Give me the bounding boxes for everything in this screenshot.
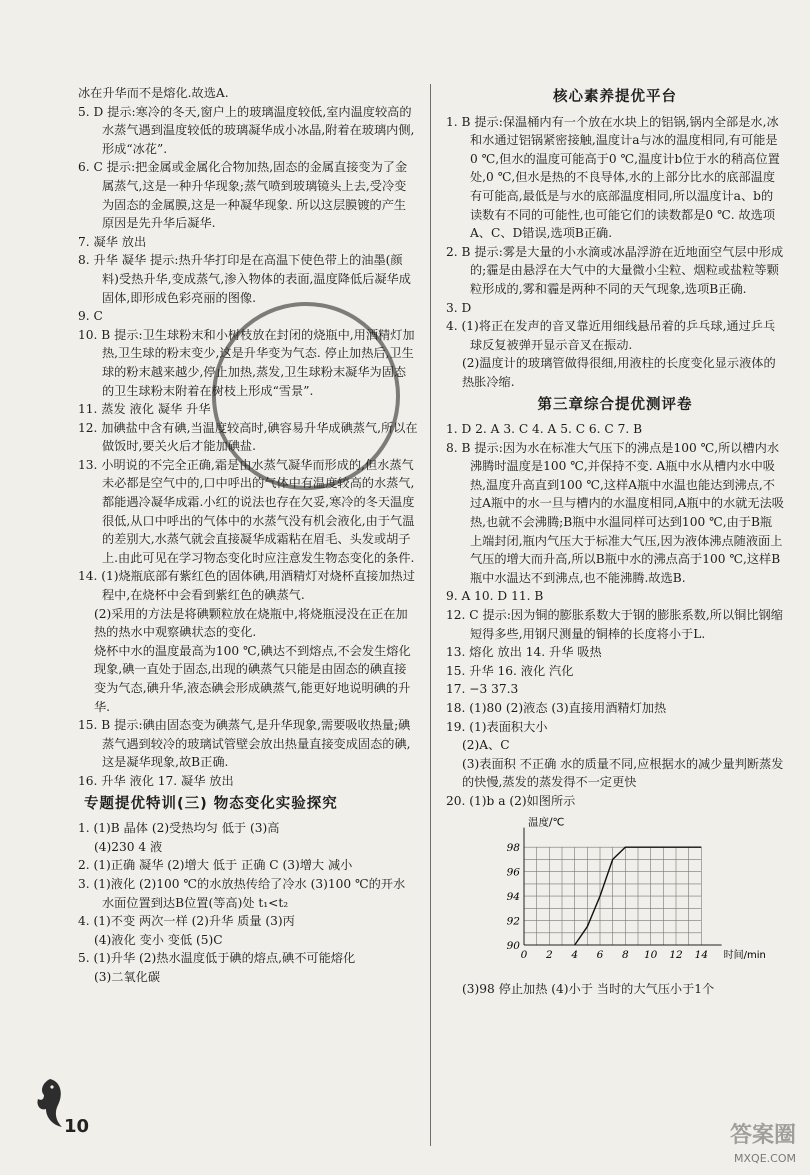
y-tick-label: 92 xyxy=(506,915,520,928)
x-axis-label: 时间/min xyxy=(723,949,766,961)
x-tick-label: 14 xyxy=(694,948,709,961)
answer-line: 3. D xyxy=(446,300,472,315)
answer-line: 2. (1)正确 凝华 (2)增大 低于 正确 C (3)增大 减小 xyxy=(78,858,353,873)
answer-line: 13. 熔化 放出 14. 升华 吸热 xyxy=(446,645,602,660)
answer-line: 烧杯中水的温度最高为100 ℃,碘达不到熔点,不会发生熔化现象,碘一直处于固态,出现的碘蒸气只能是由固态的碘直接变为气态,碘升华,液态碘会形成碘蒸气,能更好地说明碘的升华. xyxy=(94,643,411,714)
chart-svg xyxy=(486,815,766,975)
answer-line: 4. (1)不变 两次一样 (2)升华 质量 (3)丙 xyxy=(78,914,295,929)
y-tick-label: 98 xyxy=(506,841,520,854)
answer-line: (3)98 停止加热 (4)小于 当时的大气压小于1个 xyxy=(462,982,715,997)
x-tick-label: 12 xyxy=(669,948,683,961)
answer-line: 13. 小明说的不完全正确,霜是由水蒸气凝华而形成的,但水蒸气未必都是空气中的,口中呼出的气体中有温度较高的水蒸气,都能遇冷凝华成霜.小红的说法也存在欠妥,寒冷的冬天温度很低,从口中呼出的气体中的水蒸气没有机会液化,由于气温的差别大,水蒸气就会直接凝华成霜粘在眉毛、头发或胡子上.由此可见在学习物态变化时应注意发生物态变化的条件. xyxy=(78,457,415,565)
answer-line: (2)采用的方法是将碘颗粒放在烧瓶中,将烧瓶浸没在正在加热的热水中观察碘状态的变化. xyxy=(94,606,408,640)
y-tick-label: 94 xyxy=(506,890,520,903)
chapter-test-answers-continued xyxy=(446,980,784,999)
watermark-site: MXQE.COM xyxy=(734,1152,796,1165)
left-column xyxy=(78,84,418,987)
answer-line: 冰在升华而不是熔化.故选A. xyxy=(78,86,229,100)
y-tick-label: 96 xyxy=(506,866,520,879)
answer-line: (2)温度计的玻璃管做得很细,用液柱的长度变化显示液体的热胀冷缩. xyxy=(462,356,776,389)
x-tick-label: 8 xyxy=(621,948,629,961)
answer-line: (2)A、C xyxy=(462,738,510,753)
x-tick-label: 2 xyxy=(545,948,553,961)
dolphin-logo-icon xyxy=(32,1075,68,1135)
answer-line: 6. C 提示:把金属或金属化合物加热,固态的金属直接变为了金属蒸气,这是一种升华现象;蒸气喷到玻璃镜头上去,受冷变为固态的金属膜,这是一种凝华现象. 所以这层膜镀的产生原因是先升华后凝华. xyxy=(78,160,408,231)
answer-line: 19. (1)表面积大小 xyxy=(446,719,548,734)
answer-line: 14. (1)烧瓶底部有紫红色的固体碘,用酒精灯对烧杯直接加热过程中,在烧杯中会看到紫红色的碘蒸气. xyxy=(78,569,415,603)
page-number: 10 xyxy=(64,1116,90,1137)
answer-line: 7. 凝华 放出 xyxy=(78,234,147,249)
answer-line: (3)表面积 不正确 水的质量不同,应根据水的减少量判断蒸发的快慢,蒸发的蒸发得不一定更快 xyxy=(462,756,784,790)
x-tick-label: 4 xyxy=(571,948,579,961)
answer-line: 3. (1)液化 (2)100 ℃的水放热传给了冷水 (3)100 ℃的开水 水面位置到达B位置(等高)处 t₁<t₂ xyxy=(78,876,406,910)
answer-line: 1. D 2. A 3. C 4. A 5. C 6. C 7. B xyxy=(446,422,643,437)
answer-line: 12. 加碘盐中含有碘,当温度较高时,碘容易升华成碘蒸气,所以在做饭时,要关火后才能加碘盐. xyxy=(78,420,418,454)
column-divider xyxy=(430,84,431,1146)
section-title-chapter-test: 第三章综合提优测评卷 xyxy=(537,396,693,413)
answer-line: 11. 蒸发 液化 凝华 升华 xyxy=(78,402,211,417)
answer-line: 20. (1)b a (2)如图所示 xyxy=(446,793,576,808)
chapter-test-answers xyxy=(446,420,784,810)
answer-line: (4)230 4 液 xyxy=(94,839,163,854)
answer-line: 9. C xyxy=(78,309,103,324)
answer-line: 12. C 提示:因为铜的膨胀系数大于钢的膨胀系数,所以铜比钢缩短得多些,用钢尺测量的铜棒的长度将小于L. xyxy=(446,608,783,641)
special-training-answers xyxy=(78,819,418,986)
answer-line: 8. 升华 凝华 提示:热升华打印是在高温下使色带上的油墨(颜料)受热升华,变成蒸气,渗入物体的表面,温度降低后凝华成固体,即形成色彩亮丽的图像. xyxy=(78,253,411,305)
answer-line: 15. B 提示:碘由固态变为碘蒸气,是升华现象,需要吸收热量;碘蒸气遇到较冷的玻璃试管壁会放出热量直接变成固态的碘,这是凝华现象,故B正确. xyxy=(78,718,411,770)
answer-line: 16. 升华 液化 17. 凝华 放出 xyxy=(78,773,234,788)
answer-line: 5. D 提示:寒冷的冬天,窗户上的玻璃温度较低,室内温度较高的水蒸气遇到温度较低的玻璃凝华成小冰晶,附着在玻璃内侧,形成“冰花”. xyxy=(78,104,415,156)
section-title-special-training: 专题提优特训(三) 物态变化实验探究 xyxy=(84,795,338,812)
answer-line: 9. A 10. D 11. B xyxy=(446,589,544,604)
core-literacy-answers xyxy=(446,113,784,392)
x-tick-label: 6 xyxy=(596,948,604,961)
answer-line: 4. (1)将正在发声的音叉靠近用细线悬吊着的乒乓球,通过乒乓球反复被弹开显示音叉在振动. xyxy=(446,319,776,352)
watermark-logo: 答案圈 xyxy=(729,1123,796,1148)
answer-line: (3)二氧化碳 xyxy=(94,969,161,984)
temperature-time-chart xyxy=(486,815,784,981)
answer-line: 8. B 提示:因为水在标准大气压下的沸点是100 ℃,所以槽内水沸腾时温度是100 ℃,并保持不变. A瓶中水从槽内水中吸热,温度升高直到100 ℃,这样A瓶中水温也能达到沸点,不过A瓶中的水一旦与槽内的水温度相同,A瓶中的水就无法吸热,也就不会沸腾;B瓶中水温同样可达到100 ℃,由于B瓶上端封闭,瓶内气压大于标准大气压,因为液体沸点随液面上气压的增大而升高,所以B瓶中水的沸点高于100 ℃,这样B瓶中水温达不到沸点,也不能沸腾.故选B. xyxy=(446,440,784,585)
x-tick-label: 10 xyxy=(643,948,658,961)
answer-line: 1. B 提示:保温桶内有一个放在水块上的铝锅,锅内全部是水,冰和水通过铝锅紧密接触,温度计a与冰的温度相同,有可能是0 ℃,但水的温度可能高于0 ℃,温度计b位于水的稍高位置处,0 ℃,但水是热的不良导体,水的上部分比水的底部温度有可能高,最低是与水的底部温度相同,所以温度计a、b的读数有不同的可能性,也可能它们的读数都是0 ℃. 故选项A、C、D错误,选项B正确. xyxy=(446,114,780,241)
right-column xyxy=(446,84,784,999)
answer-line: 17. −3 37.3 xyxy=(446,682,519,697)
answer-line: 10. B 提示:卫生球粉末和小树枝放在封闭的烧瓶中,用酒精灯加热,卫生球的粉末变少,这是升华变为气态. 停止加热后,卫生球的粉末越来越少,停止加热,蒸发,卫生球粉末凝华为固态的卫生球粉末附着在树枝上形成“雪景”. xyxy=(78,327,415,398)
section-title-core-literacy: 核心素养提优平台 xyxy=(553,89,677,105)
answer-line: (4)液化 变小 变低 (5)C xyxy=(94,932,223,947)
answer-line: 1. (1)B 晶体 (2)受热均匀 低于 (3)高 xyxy=(78,821,280,836)
x-tick-label: 0 xyxy=(520,948,528,961)
answer-line: 15. 升华 16. 液化 汽化 xyxy=(446,663,574,678)
y-axis-label: 温度/℃ xyxy=(528,816,565,829)
answer-line: 18. (1)80 (2)液态 (3)直接用酒精灯加热 xyxy=(446,701,667,715)
answer-line: 2. B 提示:雾是大量的小水滴或冰晶浮游在近地面空气层中形成的;霾是由悬浮在大气中的大量微小尘粒、烟粒或盐粒等颗粒形成的,雾和霾是两种不同的天气现象,选项B正确. xyxy=(446,244,784,296)
answer-line: 5. (1)升华 (2)热水温度低于碘的熔点,碘不可能熔化 xyxy=(78,951,356,966)
y-tick-label: 90 xyxy=(506,939,520,952)
